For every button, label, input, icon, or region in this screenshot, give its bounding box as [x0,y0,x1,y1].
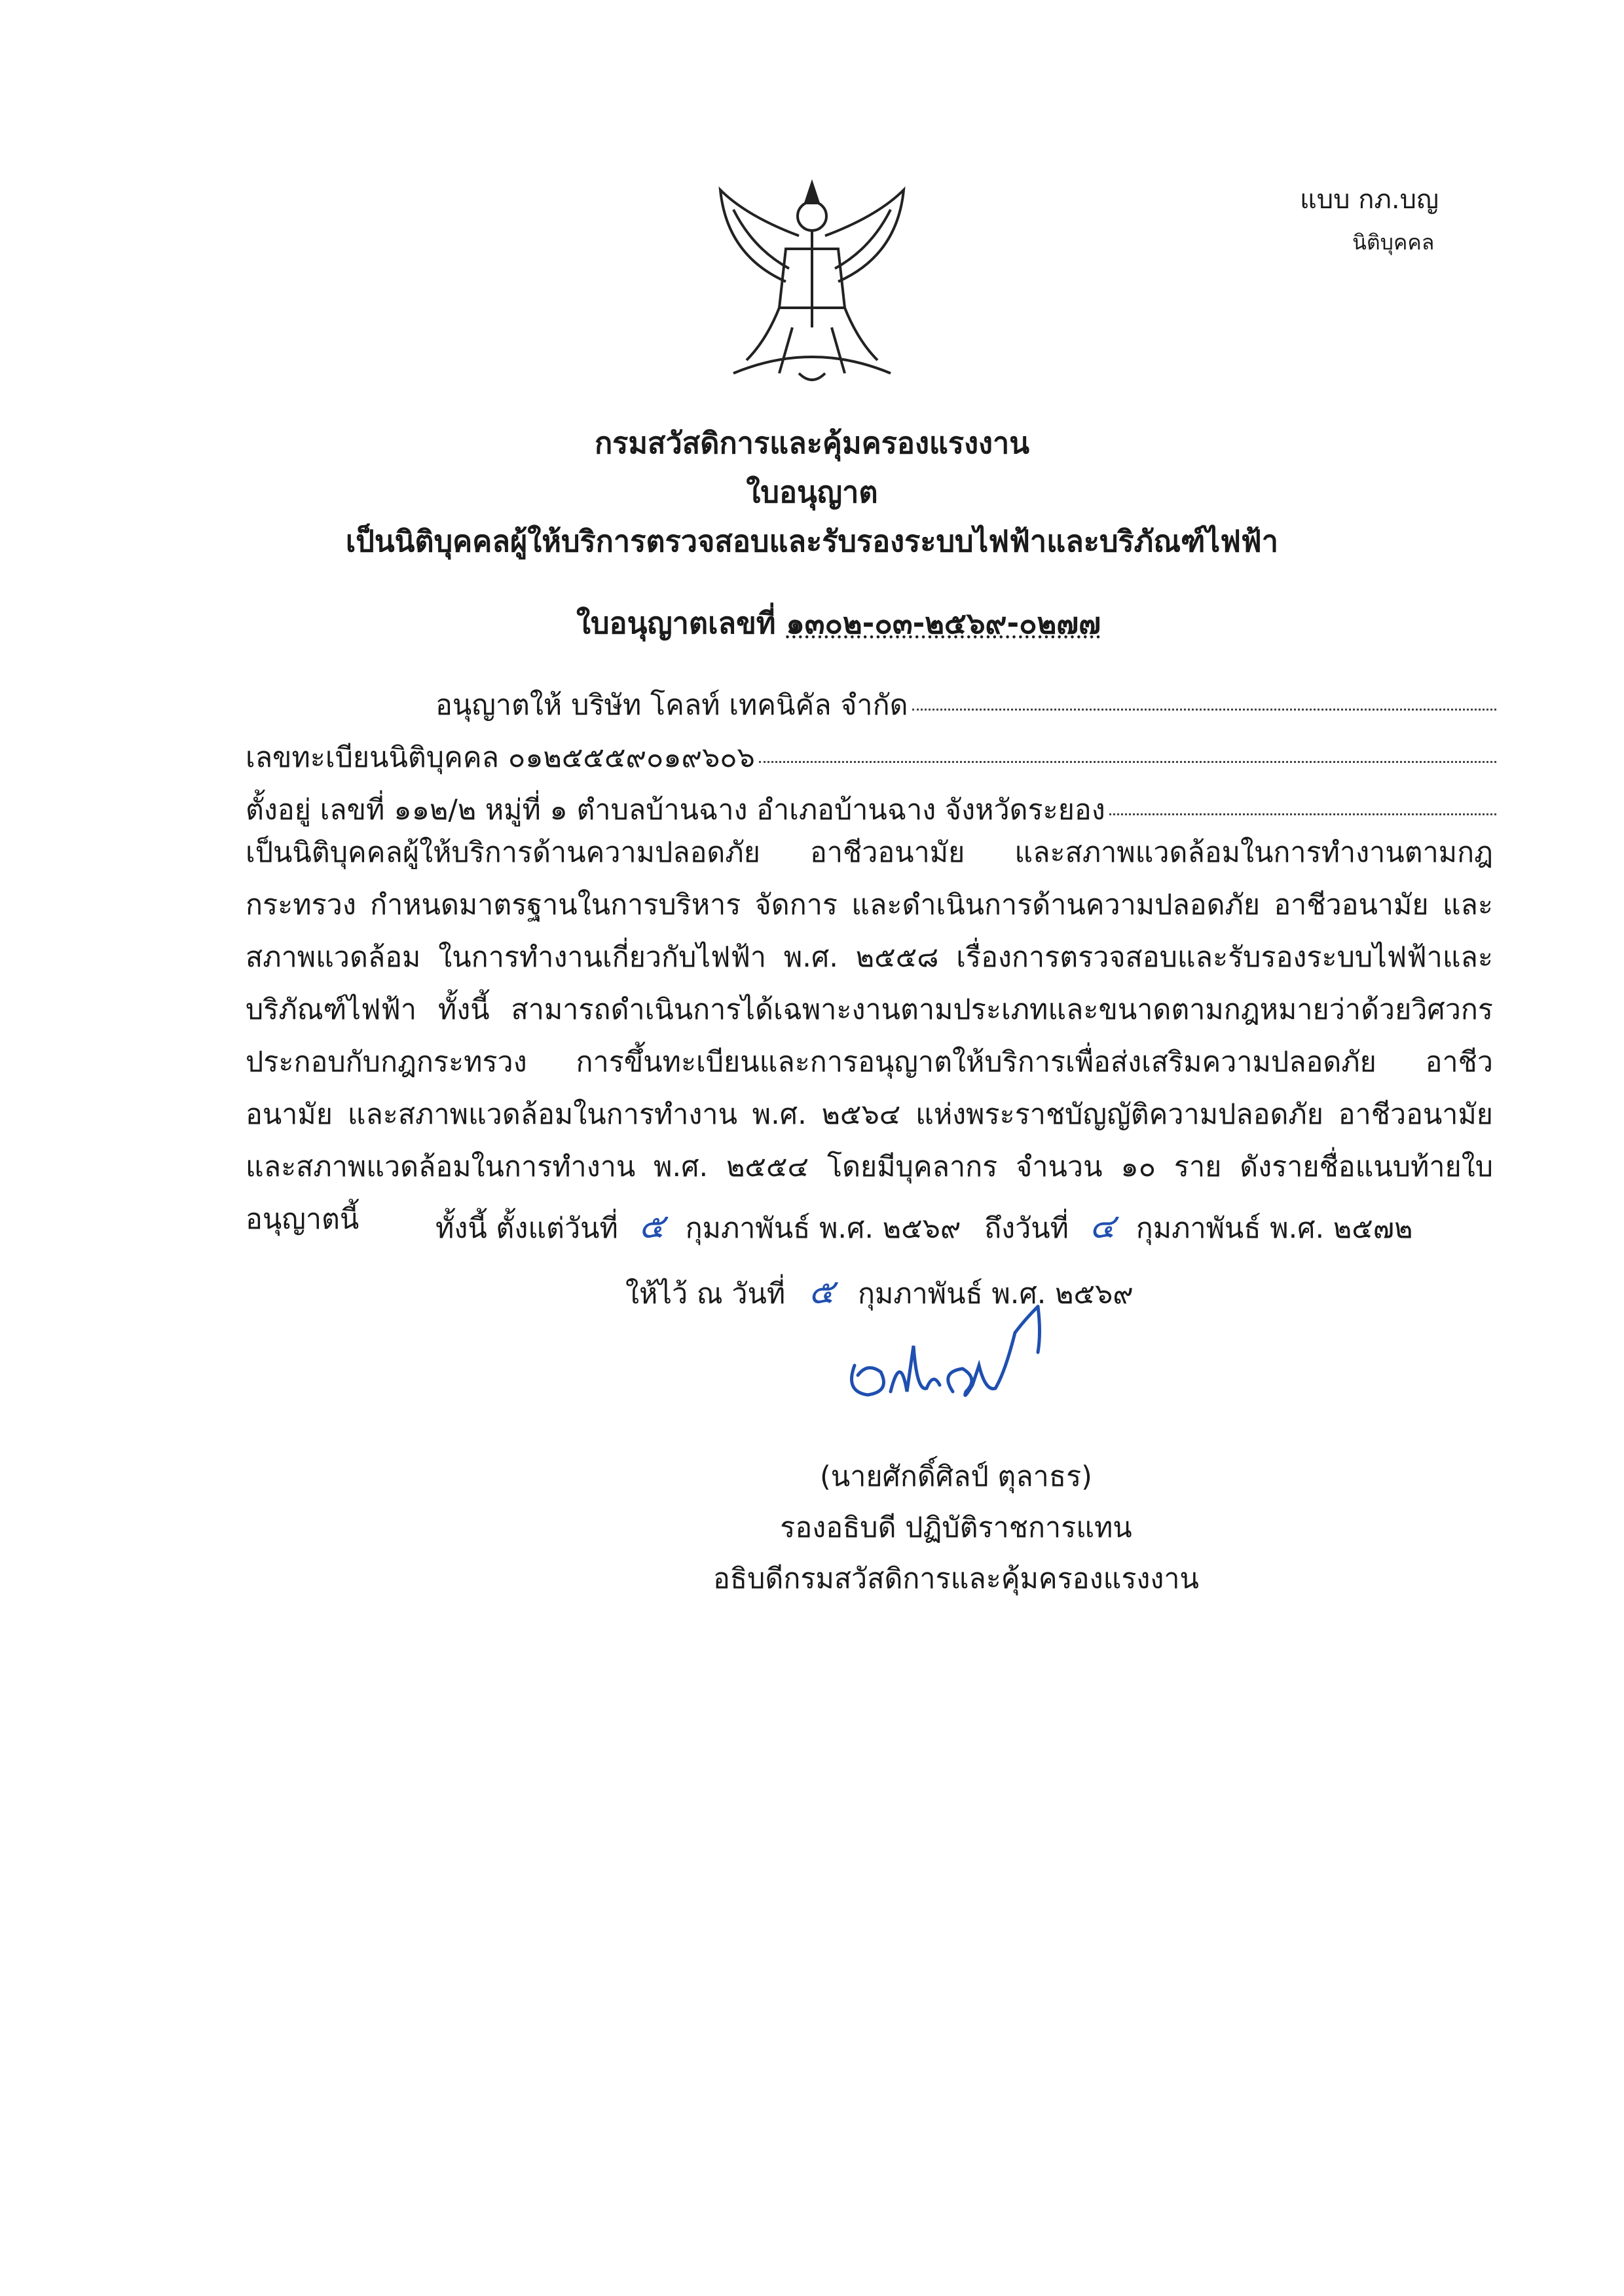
issued-rest: กุมภาพันธ์ พ.ศ. ๒๕๖๙ [857,1278,1134,1310]
signatory-position: รองอธิบดี ปฏิบัติราชการแทน [780,1511,1132,1544]
body-text: เป็นนิติบุคคลผู้ให้บริการด้านความปลอดภัย อาชีวอนามัย และสภาพแวดล้อมในการทำงานตามกฎกระทรวง กำหนดมาตรฐานในการบริหาร จัดการ และดำเนินการด้านความปลอดภัย อาชีวอนามัย และสภาพแวดล้อม ในการทำงานเกี่ยวกับไฟฟ้า พ.ศ. ๒๕๕๘ เรื่องการตรวจสอบและรับรองระบบไฟฟ้าและบริภัณฑ์ไฟฟ้า ทั้งนี้ สามารถดำเนินการได้เฉพาะงานตามประเภทและขนาดตามกฎหมายว่าด้วยวิศวกรประกอบกับกฎกระทรวง การขึ้นทะเบียนและการอนุญาตให้บริการเพื่อส่งเสริมความปลอดภัย อาชีวอนามัย และสภาพแวดล้อมในการทำงาน พ.ศ. ๒๕๖๔ แห่งพระราชบัญญัติความปลอดภัย อาชีวอนามัย และสภาพแวดล้อมในการทำงาน พ.ศ. ๒๕๕๔ โดยมีบุคลากร จำนวน ๑๐ ราย ดังรายชื่อแนบท้ายใบอนุญาตนี้ [246,836,1493,1236]
garuda-emblem-icon [707,177,917,393]
validity-line [435,1198,1412,1253]
address-row [246,787,1496,832]
registration-dotted-line [759,761,1496,763]
validity-to-day: ๔ [1089,1207,1116,1246]
form-type: นิติบุคคล [1352,230,1435,255]
document-title: ใบอนุญาต [746,475,878,509]
issued-prefix: ให้ไว้ ณ วันที่ [625,1278,786,1310]
form-code: แบบ กภ.บญ [1300,185,1439,215]
registration-row [246,735,1496,779]
body-paragraph [246,826,1493,1246]
grantee-label: อนุญาตให้ [435,689,563,722]
registration-value: ๐๑๒๕๕๕๙๐๑๙๖๐๖ [507,741,755,774]
license-number-label: ใบอนุญาตเลขที่ [576,606,776,640]
organization-title: กรมสวัสดิการและคุ้มครองแรงงาน [594,426,1030,460]
validity-from-rest: กุมภาพันธ์ พ.ศ. ๒๕๖๙ [685,1212,961,1245]
registration-label: เลขทะเบียนนิติบุคคล [246,741,499,774]
signatory-name: (นายศักดิ์ศิลป์ ตุลาธร) [820,1460,1092,1493]
signatory-department: อธิบดีกรมสวัสดิการและคุ้มครองแรงงาน [713,1563,1199,1595]
grantee-row [435,682,1496,727]
issued-day: ๕ [808,1272,835,1312]
address-dotted-line [1109,813,1496,815]
validity-from-day: ๕ [638,1207,665,1246]
validity-to-rest: กุมภาพันธ์ พ.ศ. ๒๕๗๒ [1135,1212,1413,1245]
grantee-dotted-line [912,709,1496,711]
document-subject: เป็นนิติบุคคลผู้ให้บริการตรวจสอบและรับรองระบบไฟฟ้าและบริภัณฑ์ไฟฟ้า [345,524,1279,559]
validity-prefix: ทั้งนี้ ตั้งแต่วันที่ [435,1212,618,1245]
handwritten-signature-icon [841,1293,1064,1424]
address-label: ตั้งอยู่ เลขที่ [246,794,385,826]
license-number-value: ๑๓๐๒-๐๓-๒๕๖๙-๐๒๗๗ [786,606,1101,640]
validity-to-label: ถึงวันที่ [984,1212,1069,1245]
address-value: ๑๑๒/๒ หมู่ที่ ๑ ตำบลบ้านฉาง อำเภอบ้านฉาง จังหวัดระยอง [394,794,1105,826]
license-number-line [576,599,1101,646]
grantee-value: บริษัท โคลท์ เทคนิคัล จำกัด [571,689,908,722]
